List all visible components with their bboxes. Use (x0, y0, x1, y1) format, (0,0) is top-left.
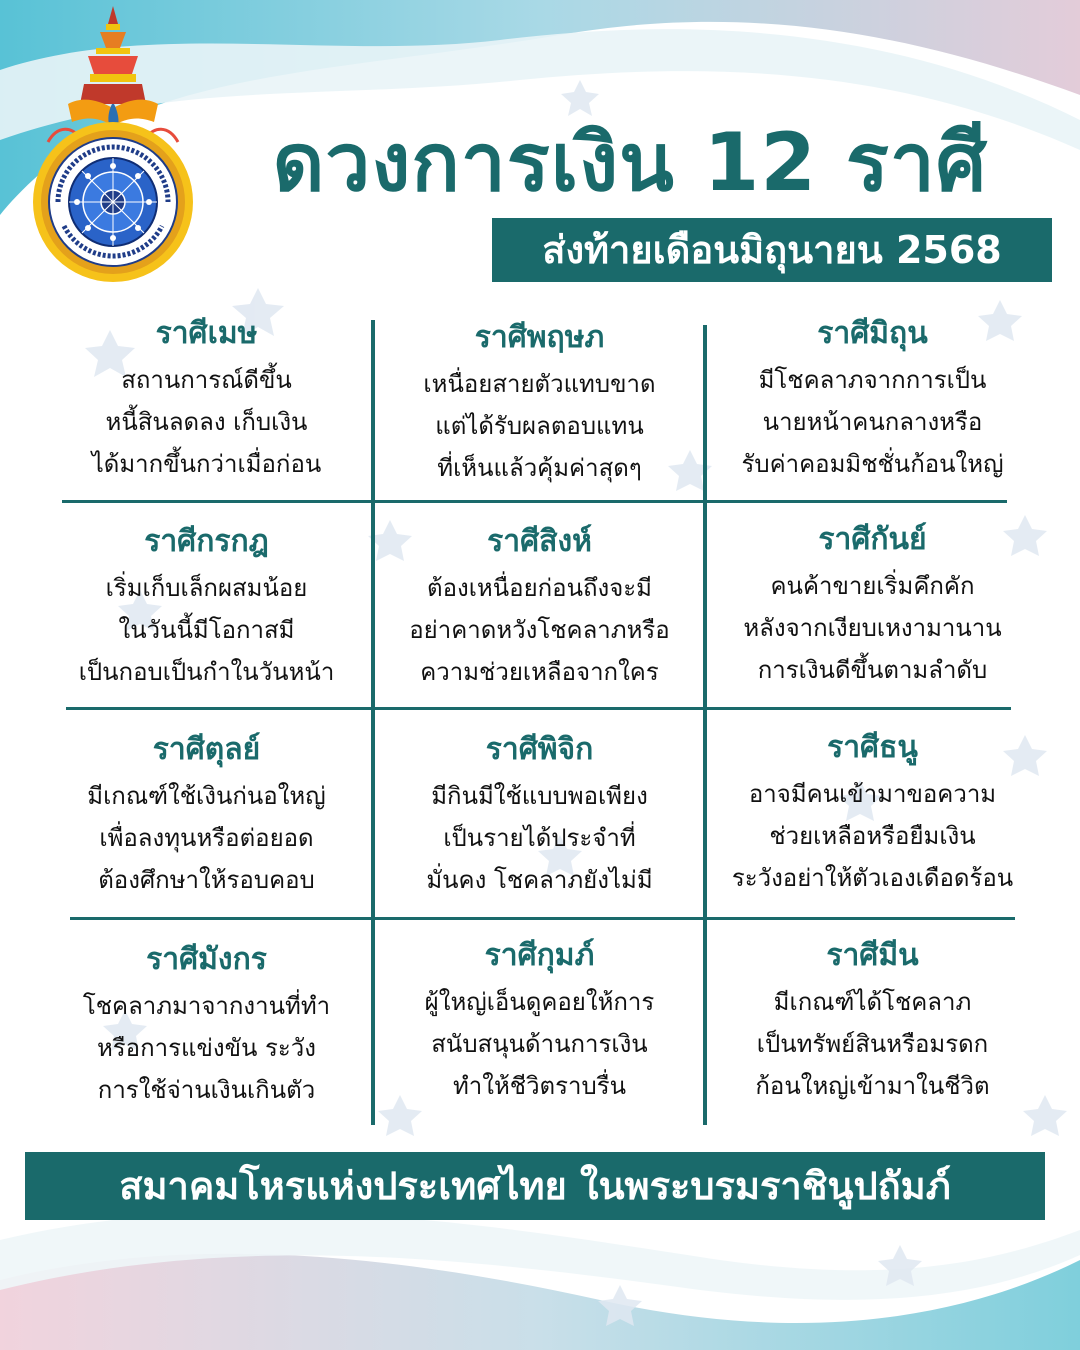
sign-line: ต้องเหนื่อยก่อนถึงจะมี (427, 574, 652, 602)
sign-line: รับค่าคอมมิชชั่นก้อนใหญ่ (741, 450, 1004, 478)
sign-name: ราศีพิจิก (485, 732, 594, 767)
sign-name: ราศีธนู (827, 730, 918, 765)
sign-line: ระวังอย่าให้ตัวเองเดือดร้อน (731, 864, 1014, 892)
sign-name: ราศีกรกฎ (144, 524, 269, 559)
sign-line: มั่นคง โชคลาภยังไม่มี (426, 866, 653, 894)
sign-line: มีกินมีใช้แบบพอเพียง (431, 782, 648, 810)
sign-line: หรือการแข่งขัน ระวัง (96, 1034, 317, 1062)
sign-line: ทำให้ชีวิตราบรื่น (452, 1072, 627, 1100)
sign-line: เพื่อลงทุนหรือต่อยอด (99, 824, 314, 852)
sign-line: ในวันนี้มีโอกาสมี (118, 616, 295, 644)
grid-divider-horizontal (70, 917, 1015, 920)
sign-line: เหนื่อยสายตัวแทบขาด (423, 370, 656, 398)
sign-line: ต้องศึกษาให้รอบคอบ (98, 866, 315, 894)
sign-line: มีโชคลาภจากการเป็น (758, 366, 987, 394)
sign-line: นายหน้าคนกลางหรือ (762, 408, 983, 436)
sign-line: อาจมีคนเข้ามาขอความ (748, 780, 997, 808)
sign-line: ที่เห็นแล้วคุ้มค่าสุดๆ (437, 454, 642, 482)
sign-line: หนี้สินลดลง เก็บเงิน (105, 408, 308, 436)
sign-name: ราศีมิถุน (817, 316, 928, 351)
sign-line: ก้อนใหญ่เข้ามาในชีวิต (755, 1072, 990, 1100)
grid-divider-horizontal (62, 500, 1007, 503)
sign-line: เป็นกอบเป็นกำในวันหน้า (78, 658, 335, 686)
subtitle-banner (492, 218, 1052, 282)
association-logo-icon (28, 4, 198, 294)
zodiac-cell-leo (373, 521, 706, 693)
zodiac-cell-virgo (706, 519, 1039, 691)
sign-name: ราศีเมษ (155, 316, 258, 351)
zodiac-cell-taurus (373, 317, 706, 489)
grid-divider-horizontal (66, 707, 1011, 710)
sign-line: ช่วยเหลือหรือยืมเงิน (769, 822, 976, 850)
footer-text: สมาคมโหรแห่งประเทศไทย ในพระบรมราชินูปถัมภ์ (119, 1164, 951, 1208)
footer-banner (25, 1152, 1045, 1220)
sign-line: สถานการณ์ดีขึ้น (121, 366, 292, 394)
sign-line: เป็นรายได้ประจำที่ (443, 824, 636, 852)
sign-line: แต่ได้รับผลตอบแทน (435, 412, 644, 440)
zodiac-cell-capricorn (40, 939, 373, 1111)
sign-line: เป็นทรัพย์สินหรือมรดก (756, 1030, 989, 1058)
sign-name: ราศีกันย์ (818, 522, 927, 557)
sign-line: หลังจากเงียบเหงามานาน (743, 614, 1002, 642)
zodiac-grid (40, 305, 1040, 1135)
zodiac-cell-pisces (706, 935, 1039, 1107)
sign-line: การเงินดีขึ้นตามลำดับ (757, 656, 988, 684)
zodiac-cell-gemini (706, 313, 1039, 485)
sign-name: ราศีมีน (826, 938, 919, 973)
sign-line: มีเกณฑ์ใช้เงินก่นอใหญ่ (87, 782, 326, 810)
sign-line: ความช่วยเหลือจากใคร (420, 658, 659, 686)
sign-name: ราศีมังกร (146, 942, 267, 977)
zodiac-cell-sagittarius (706, 727, 1039, 899)
sign-line: อย่าคาดหวังโชคลาภหรือ (409, 616, 670, 644)
sign-line: สนับสนุนด้านการเงิน (431, 1030, 648, 1058)
sign-line: มีเกณฑ์ได้โชคลาภ (773, 988, 972, 1016)
page-title: ดวงการเงิน 12 ราศี (272, 116, 988, 209)
zodiac-cell-aries (40, 313, 373, 485)
zodiac-cell-scorpio (373, 729, 706, 901)
zodiac-cell-libra (40, 729, 373, 901)
sign-line: โชคลาภมาจากงานที่ทำ (82, 992, 331, 1020)
zodiac-cell-aquarius (373, 935, 706, 1107)
sign-name: ราศีพฤษภ (474, 320, 605, 355)
sign-name: ราศีสิงห์ (487, 524, 592, 559)
sign-line: ผู้ใหญ่เอ็นดูคอยให้การ (424, 988, 655, 1016)
zodiac-cell-cancer (40, 521, 373, 693)
sign-line: ได้มากขึ้นกว่าเมื่อก่อน (91, 450, 322, 478)
sign-name: ราศีตุลย์ (152, 732, 261, 767)
sign-line: คนค้าขายเริ่มคึกคัก (770, 572, 975, 600)
sign-name: ราศีกุมภ์ (484, 938, 595, 973)
sign-line: เริ่มเก็บเล็กผสมน้อย (105, 574, 308, 602)
subtitle-text: ส่งท้ายเดือนมิถุนายน 2568 (542, 228, 1002, 272)
sign-line: การใช้จ่านเงินเกินตัว (97, 1076, 316, 1104)
